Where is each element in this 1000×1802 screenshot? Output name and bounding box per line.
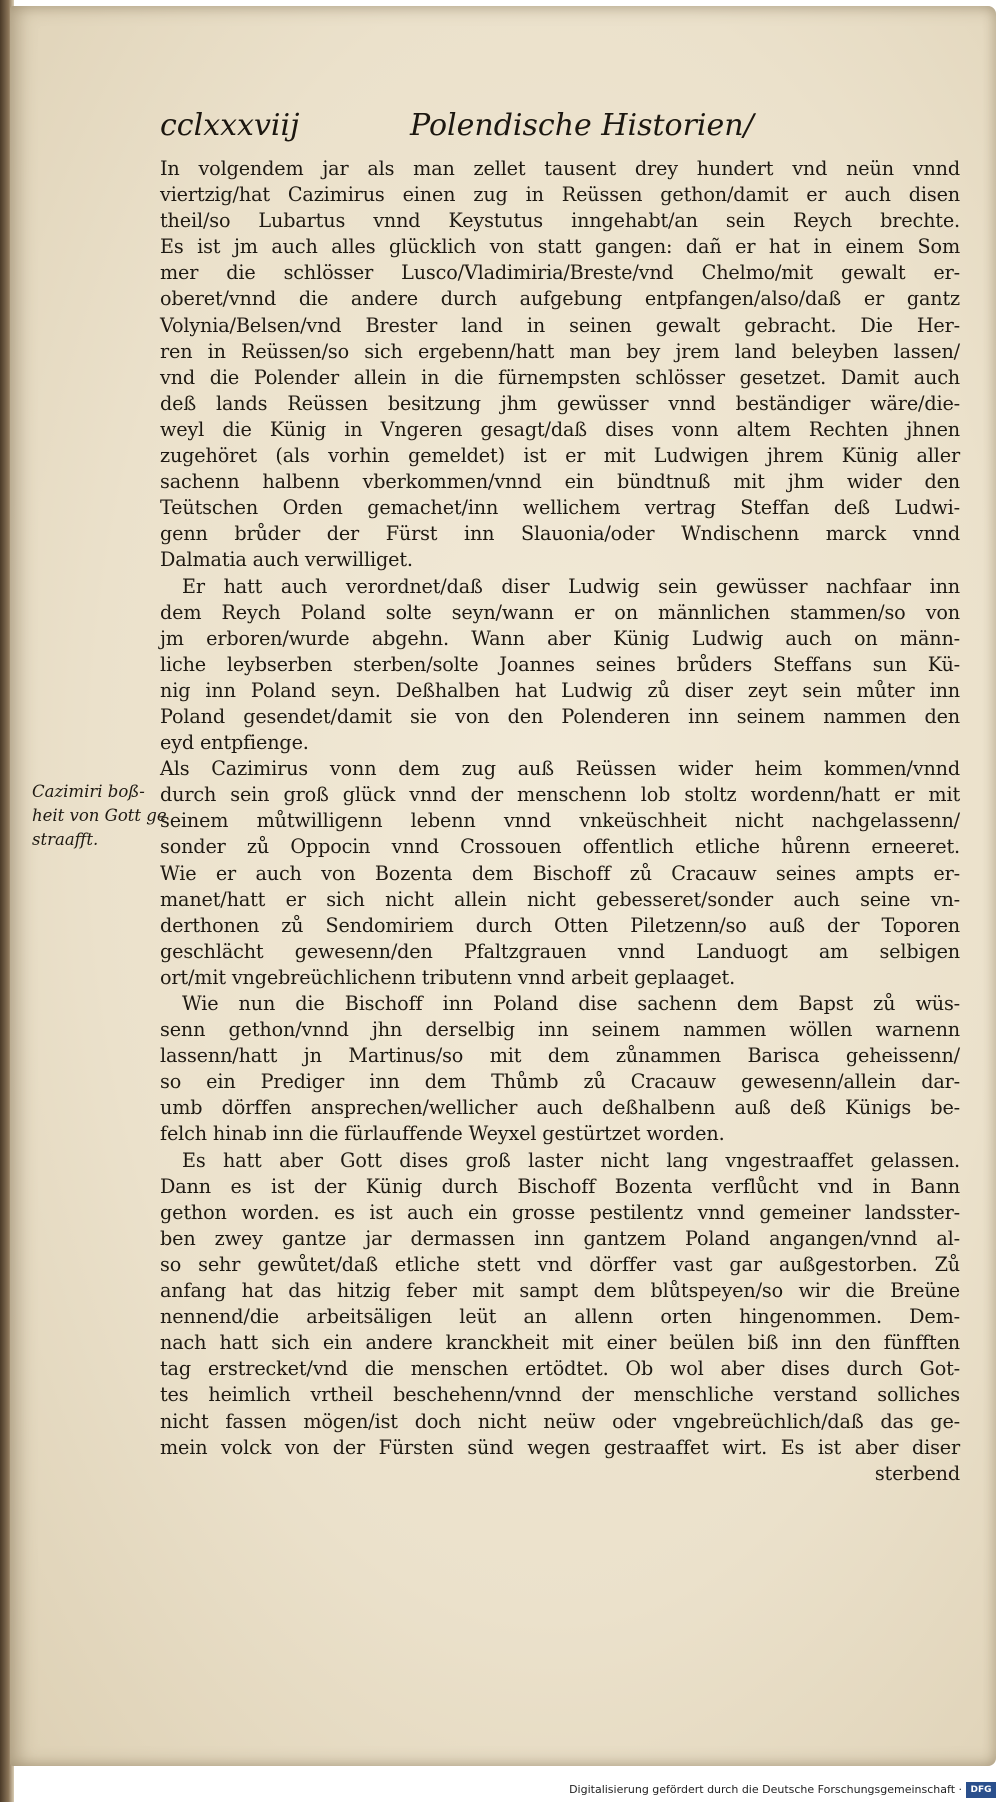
text-line: Volynia/Belsen/vnd Brester land in seinen gewalt gebracht. Die Her- xyxy=(160,313,960,337)
text-line: weyl die Künig in Vngeren gesagt/daß dises vonn altem Rechten jhnen xyxy=(160,417,960,441)
text-line: senn gethon/vnnd jhn derselbig inn seinem nammen wöllen warnenn xyxy=(160,1018,960,1042)
text-line: seinem můtwilligenn lebenn vnnd vnkeüschheit nicht nachgelassenn/ xyxy=(160,809,960,833)
text-line: nig inn Poland seyn. Deßhalben hat Ludwig zů diser zeyt sein můter inn xyxy=(160,678,960,702)
text-line: gethon worden. es ist auch ein grosse pestilentz vnnd gemeiner landsster- xyxy=(160,1200,960,1224)
catchword: sterbend xyxy=(874,1461,960,1485)
text-line: zugehöret (als vorhin gemeldet) ist er mit Ludwigen jhrem Künig aller xyxy=(160,444,960,468)
text-line: liche leybserben sterben/solte Joannes seines brůders Steffans sun Kü- xyxy=(160,652,960,676)
text-line: so sehr gewůtet/daß etliche stett vnd dörffer vast gar außgestorben. Zů xyxy=(160,1252,960,1276)
marginal-note-line: straafft. xyxy=(32,830,99,849)
text-line: Dann es ist der Künig durch Bischoff Bozenta verflůcht vnd in Bann xyxy=(160,1174,960,1198)
text-line: durch sein groß glück vnnd der menschenn lob stoltz wordenn/hatt er mit xyxy=(160,783,960,807)
text-line: nicht fassen mögen/ist doch nicht neüw oder vngebreüchlich/daß das ge- xyxy=(160,1409,960,1433)
text-line: Poland gesendet/damit sie von den Polenderen inn seinem nammen den xyxy=(160,704,960,728)
text-line: Wie er auch von Bozenta dem Bischoff zů Cracauw seines ampts er- xyxy=(160,861,960,885)
text-line: sonder zů Oppocin vnnd Crossouen offentlich etliche hůrenn erneeret. xyxy=(160,835,960,859)
text-line: lassenn/hatt jn Martinus/so mit dem zůnammen Barisca geheissenn/ xyxy=(160,1044,960,1068)
digitization-footer xyxy=(569,1781,1000,1802)
text-line: mer die schlösser Lusco/Vladimiria/Breste/vnd Chelmo/mit gewalt er- xyxy=(160,261,960,285)
marginal-note-line: Cazimiri boß- xyxy=(32,782,145,801)
text-line: nach hatt sich ein andere kranckheit mit einer beülen biß inn den fünfften xyxy=(160,1331,960,1355)
digitization-credit: Digitalisierung gefördert durch die Deutsche Forschungsgemeinschaft · xyxy=(569,1783,962,1796)
dfg-logo: DFG xyxy=(966,1782,996,1798)
text-line: ort/mit vngebreüchlichenn tributenn vnnd arbeit geplaaget. xyxy=(160,965,736,989)
text-line: genn brůder der Fürst inn Slauonia/oder Wndischenn marck vnnd xyxy=(160,522,960,546)
text-line: tag erstrecket/vnd die menschen ertödtet. Ob wol aber dises durch Got- xyxy=(160,1357,960,1381)
text-line: ren in Reüssen/so sich ergebenn/hatt man bey jrem land beleyben lassen/ xyxy=(160,339,960,363)
text-line: derthonen zů Sendomiriem durch Otten Piletzenn/so auß der Toporen xyxy=(160,913,960,937)
page-header xyxy=(160,108,960,158)
text-line: eyd entpfienge. xyxy=(160,731,309,755)
text-line: oberet/vnnd die andere durch aufgebung entpfangen/also/daß er gantz xyxy=(160,287,960,311)
text-line: manet/hatt er sich nicht allein nicht gebesseret/sonder auch seine vn- xyxy=(160,887,960,911)
marginal-note xyxy=(32,780,167,852)
text-line: jm erboren/wurde abgehn. Wann aber Künig Ludwig auch on männ- xyxy=(160,626,960,650)
text-line: mein volck von der Fürsten sünd wegen gestraaffet wirt. Es ist aber diser xyxy=(160,1435,960,1459)
text-line: Es hatt aber Gott dises groß laster nicht lang vngestraaffet gelassen. xyxy=(182,1148,960,1172)
text-line: viertzig/hat Cazimirus einen zug in Reüssen gethon/damit er auch disen xyxy=(160,183,960,207)
text-line: Als Cazimirus vonn dem zug auß Reüssen wider heim kommen/vnnd xyxy=(160,757,960,781)
text-line: geschlächt gewesenn/den Pfaltzgrauen vnnd Landuogt am selbigen xyxy=(160,939,960,963)
text-line: ben zwey gantze jar dermassen inn gantzem Poland angangen/vnnd al- xyxy=(160,1226,960,1250)
text-line: felch hinab inn die fürlauffende Weyxel gestürtzet worden. xyxy=(160,1122,725,1146)
text-line: so ein Prediger inn dem Thůmb zů Cracauw gewesenn/allein dar- xyxy=(160,1070,960,1094)
body-text xyxy=(160,156,960,1487)
text-line: tes heimlich vrtheil beschehenn/vnnd der menschliche verstand solliches xyxy=(160,1383,960,1407)
text-line: anfang hat das hitzig feber mit sampt dem blůtspeyen/so wir die Breüne xyxy=(160,1279,960,1303)
running-title: Polendische Historien/ xyxy=(410,108,754,143)
text-line: sachenn halbenn vberkommen/vnnd ein bündtnuß mit jhm wider den xyxy=(160,470,960,494)
text-line: In volgendem jar als man zellet tausent drey hundert vnd neün vnnd xyxy=(160,157,960,180)
text-line: Es ist jm auch alles glücklich von statt gangen: dañ er hat in einem Som xyxy=(160,235,960,259)
text-line: umb dörffen ansprechen/wellicher auch deßhalbenn auß deß Künigs be- xyxy=(160,1096,960,1120)
text-line: vnd die Polender allein in die fürnempsten schlösser gesetzet. Damit auch xyxy=(160,365,960,389)
text-line: Dalmatia auch verwilliget. xyxy=(160,548,413,572)
text-line: Er hatt auch verordnet/daß diser Ludwig sein gewüsser nachfaar inn xyxy=(182,574,960,598)
text-line: dem Reych Poland solte seyn/wann er on männlichen stammen/so von xyxy=(160,600,960,624)
marginal-note-line: heit von Gott ge xyxy=(32,806,167,825)
folio-number: cclxxxviij xyxy=(160,108,300,143)
text-line: Teütschen Orden gemachet/inn wellichem vertrag Steffan deß Ludwi- xyxy=(160,496,960,520)
text-line: nennend/die arbeitsäligen leüt an allenn orten hingenommen. Dem- xyxy=(160,1305,960,1329)
text-line: deß lands Reüssen besitzung jhm gewüsser vnnd beständiger wäre/die- xyxy=(160,391,960,415)
text-line: Wie nun die Bischoff inn Poland dise sachenn dem Bapst zů wüs- xyxy=(182,992,960,1015)
text-line: theil/so Lubartus vnnd Keystutus inngehabt/an sein Reych brechte. xyxy=(160,209,960,233)
